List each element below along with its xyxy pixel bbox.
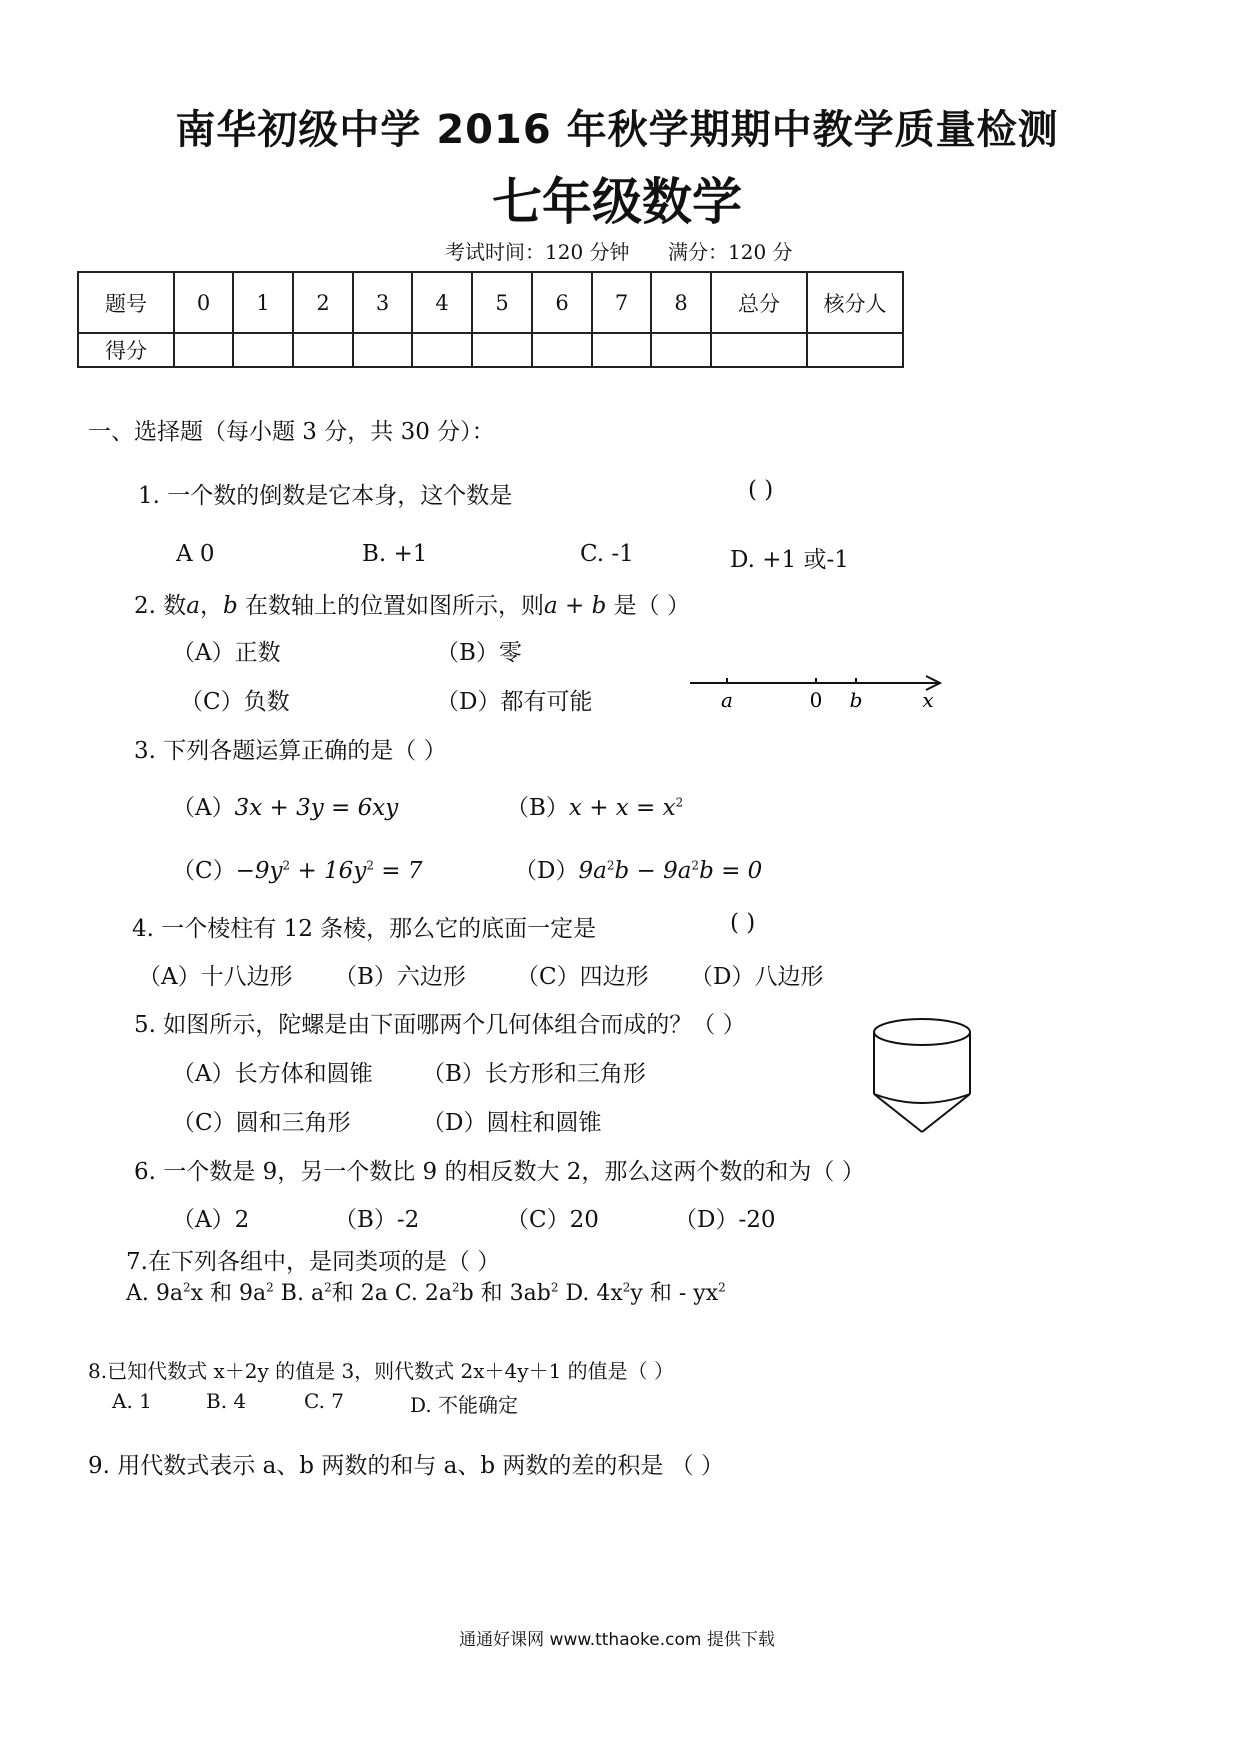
- axis-label-x: x: [922, 688, 934, 712]
- section-heading: 一、选择题（每小题 3 分，共 30 分）：: [88, 419, 495, 445]
- q8-option-c: C. 7: [304, 1389, 345, 1413]
- q8-option-d: D. 不能确定: [410, 1393, 519, 1417]
- exponent: 2: [451, 1280, 460, 1295]
- q2-num: 2. 数: [134, 593, 187, 619]
- q3-text: 3. 下列各题运算正确的是（ ）: [134, 738, 447, 764]
- q2-var-a: a: [186, 593, 200, 619]
- score-table-header-row: [78, 272, 903, 333]
- q7-text: 7.在下列各组中，是同类项的是（ ）: [126, 1249, 501, 1275]
- score-table-cell: 8: [651, 272, 711, 333]
- q6-option-a: （A）2: [172, 1207, 250, 1233]
- exponent: 2: [691, 858, 700, 873]
- q1-text: 1. 一个数的倒数是它本身，这个数是: [138, 483, 513, 509]
- q7-option-b-rest: 和 2a C. 2a: [331, 1281, 452, 1306]
- score-table-cell: 核分人: [807, 272, 903, 333]
- score-input-cell[interactable]: [174, 333, 233, 367]
- q6-option-b: （B）-2: [334, 1207, 420, 1233]
- subject-title: 七年级数学: [492, 173, 742, 231]
- q3-option-d: [514, 852, 762, 885]
- q5-option-d: （D）圆柱和圆锥: [422, 1110, 602, 1136]
- q4-option-a: （A）十八边形: [138, 964, 293, 990]
- score-input-cell[interactable]: [472, 333, 532, 367]
- score-input-cell[interactable]: [412, 333, 472, 367]
- q3-expr-c3: = 7: [373, 858, 423, 884]
- exponent: 2: [324, 1280, 332, 1295]
- exponent: 2: [183, 1280, 191, 1295]
- q2-expr: a + b: [544, 593, 607, 619]
- score-table-cell: 总分: [711, 272, 807, 333]
- q1-option-a: A 0: [176, 541, 215, 567]
- score-table-score-row: [78, 333, 903, 367]
- q7-option-a: A. 9a: [126, 1281, 183, 1306]
- q3-label-a: （A）: [172, 795, 235, 821]
- q4-option-c: （C）四边形: [516, 964, 649, 990]
- q5-text: 5. 如图所示，陀螺是由下面哪两个几何体组合而成的？（ ）: [134, 1012, 746, 1038]
- exponent: 2: [282, 858, 291, 873]
- cone-left-edge: [874, 1094, 922, 1132]
- exponent: 2: [550, 1280, 559, 1295]
- q8-text: 8.已知代数式 x＋2y 的值是 3，则代数式 2x＋4y＋1 的值是（ ）: [88, 1359, 675, 1383]
- score-input-cell[interactable]: [592, 333, 651, 367]
- q3-option-c: [172, 852, 422, 885]
- exponent: 2: [718, 1280, 726, 1295]
- q9-text: 9. 用代数式表示 a、b 两数的和与 a、b 两数的差的积是 （ ）: [88, 1453, 724, 1479]
- spinning-top-figure: [868, 1014, 978, 1138]
- q2-tail: 是（ ）: [606, 593, 690, 619]
- q7-option-b: B. a: [280, 1281, 325, 1306]
- q1-answer-paren: ( ): [748, 477, 774, 503]
- q5-option-b: （B）长方形和三角形: [422, 1061, 646, 1087]
- q6-option-d: （D）-20: [674, 1207, 776, 1233]
- q7-option-a-rest: x 和 9a: [190, 1281, 267, 1306]
- score-table-cell: 5: [472, 272, 532, 333]
- q2-var-b: b: [222, 593, 238, 619]
- score-table-cell: 3: [353, 272, 412, 333]
- q3-expr-d1: 9a: [578, 858, 607, 884]
- q3-label-c: （C）: [172, 858, 236, 884]
- q1-option-d: D. +1 或-1: [730, 547, 849, 573]
- q7-options: [126, 1276, 726, 1307]
- score-table: [77, 271, 904, 368]
- score-input-cell[interactable]: [532, 333, 592, 367]
- q2-option-c: （C）负数: [180, 689, 290, 715]
- q4-option-d: （D）八边形: [690, 964, 824, 990]
- q6-option-c: （C）20: [506, 1207, 599, 1233]
- q3-expr-d3: b = 0: [699, 858, 763, 884]
- q2-sep: ，: [199, 593, 223, 619]
- score-input-cell[interactable]: [651, 333, 711, 367]
- score-table-cell: 题号: [78, 272, 174, 333]
- q2-text: [134, 587, 690, 620]
- cylinder-top-ellipse: [874, 1019, 970, 1045]
- exponent: 2: [266, 1280, 274, 1295]
- score-input-cell[interactable]: [353, 333, 412, 367]
- q3-label-b: （B）: [506, 795, 569, 821]
- axis-label-b: b: [849, 688, 863, 712]
- full-score: 满分：120 分: [668, 240, 793, 264]
- axis-label-a: a: [721, 688, 733, 712]
- cone-right-edge: [922, 1094, 970, 1132]
- exam-title: 南华初级中学 2016 年秋学期期中教学质量检测: [175, 107, 1059, 153]
- exponent: 2: [675, 795, 684, 810]
- q5-option-a: （A）长方体和圆锥: [172, 1061, 373, 1087]
- score-table-cell: 得分: [78, 333, 174, 367]
- q4-answer-paren: ( ): [730, 910, 756, 936]
- score-table-cell: 7: [592, 272, 651, 333]
- score-table-cell: 1: [233, 272, 293, 333]
- q7-option-d-rest: y 和 - yx: [630, 1281, 719, 1306]
- score-table-cell: 6: [532, 272, 592, 333]
- axis-label-0: 0: [809, 688, 823, 712]
- score-input-cell[interactable]: [293, 333, 353, 367]
- q6-text: 6. 一个数是 9，另一个数比 9 的相反数大 2，那么这两个数的和为（ ）: [134, 1159, 865, 1185]
- q1-option-b: B. +1: [362, 541, 428, 567]
- q2-mid: 在数轴上的位置如图所示，则: [237, 593, 545, 619]
- score-input-cell[interactable]: [711, 333, 807, 367]
- q2-option-d: （D）都有可能: [436, 689, 593, 715]
- q2-option-b: （B）零: [436, 640, 522, 666]
- number-line-figure: [680, 666, 950, 714]
- score-table-cell: 4: [412, 272, 472, 333]
- q3-option-b: [506, 789, 683, 822]
- q7-option-c-rest: b 和 3ab: [459, 1281, 551, 1306]
- exam-time: 考试时间：120 分钟: [445, 240, 630, 264]
- q3-option-a: [172, 789, 398, 822]
- score-table-cell: 0: [174, 272, 233, 333]
- q3-expr-b: x + x = x: [568, 795, 676, 821]
- q4-option-b: （B）六边形: [334, 964, 466, 990]
- exponent: 2: [606, 858, 615, 873]
- q8-option-b: B. 4: [206, 1389, 247, 1413]
- q1-option-c: C. -1: [580, 541, 634, 567]
- exponent: 2: [366, 858, 374, 873]
- score-input-cell[interactable]: [233, 333, 293, 367]
- score-input-cell[interactable]: [807, 333, 903, 367]
- q3-expr-a: 3x + 3y = 6xy: [234, 795, 399, 821]
- q5-option-c: （C）圆和三角形: [172, 1110, 351, 1136]
- score-table-cell: 2: [293, 272, 353, 333]
- cylinder-bottom-arc: [874, 1094, 970, 1103]
- q3-expr-c1: −9y: [235, 858, 283, 884]
- footer-text: 通通好课网 www.tthaoke.com 提供下载: [459, 1630, 775, 1650]
- q2-option-a: （A）正数: [172, 640, 281, 666]
- q3-expr-c2: + 16y: [290, 858, 367, 884]
- q7-option-d: D. 4x: [565, 1281, 623, 1306]
- q8-option-a: A. 1: [112, 1389, 152, 1413]
- q4-text: 4. 一个棱柱有 12 条棱，那么它的底面一定是: [132, 916, 597, 942]
- exponent: 2: [622, 1280, 631, 1295]
- q3-label-d: （D）: [514, 858, 579, 884]
- q3-expr-d2: b − 9a: [614, 858, 692, 884]
